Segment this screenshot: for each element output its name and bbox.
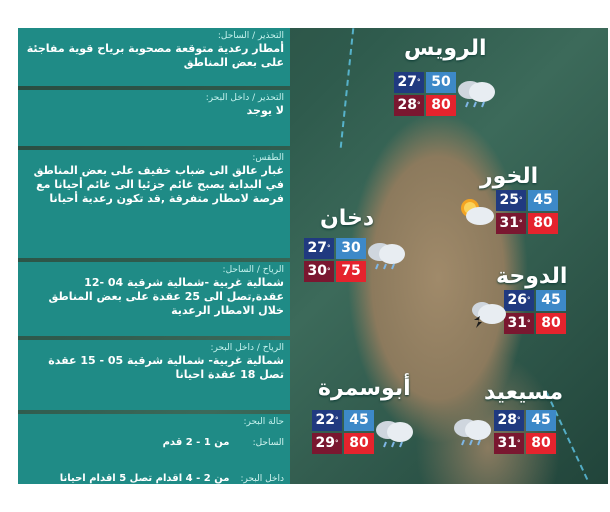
coast-label: الساحل: [252, 438, 284, 448]
rain-cloud-icon [450, 414, 494, 446]
rain-cloud-icon [372, 416, 416, 448]
max-temp: 31° [504, 313, 534, 334]
warning-sea-label: التحذير / داخل البحر: [205, 93, 284, 103]
max-temp: 29° [312, 433, 342, 454]
min-temp: 22° [312, 410, 342, 431]
sea-boundary-line [340, 28, 355, 148]
wind-land-card [18, 262, 290, 336]
humidity-min: 30 [336, 238, 366, 259]
max-temp: 28° [394, 95, 424, 116]
temp-block-doha [504, 290, 566, 334]
min-temp: 27° [394, 72, 424, 93]
humidity-max: 75 [336, 261, 366, 282]
city-name-mesaieed: مسيعيد [484, 380, 564, 405]
weather-card [18, 150, 290, 258]
wind-sea-card [18, 340, 290, 410]
humidity-min: 45 [536, 290, 566, 311]
city-name-khor: الخور [480, 164, 539, 189]
thunder-cloud-icon [468, 298, 508, 332]
humidity-max: 80 [528, 213, 558, 234]
weather-label: الطقس: [252, 153, 284, 163]
offshore-label: داخل البحر: [240, 474, 284, 484]
city-name-dukhan: دخان [320, 206, 375, 231]
coast-value: من 1 - 2 قدم [162, 437, 230, 448]
humidity-max: 80 [536, 313, 566, 334]
city-name-doha: الدوحة [496, 264, 568, 289]
warning-sea-card [18, 90, 290, 146]
sea-state-offshore-row [24, 466, 284, 484]
rain-cloud-icon [454, 76, 498, 108]
warning-land-label: التحذير / الساحل: [217, 31, 284, 41]
warning-sea-text: لا يوجد [246, 104, 284, 117]
humidity-max: 80 [526, 433, 556, 454]
rain-cloud-icon [364, 238, 408, 270]
min-temp: 26° [504, 290, 534, 311]
temp-block-khor [496, 190, 558, 234]
wind-land-text: شمالية غربية -شمالية شرقية 04 -12 عقدة,تصل الى 25 عقدة على بعض المناطق خلال الامطار الرعدية [48, 276, 284, 317]
forecast-panel [18, 28, 290, 484]
wind-sea-label: الرياح / داخل البحر: [210, 343, 284, 353]
humidity-min: 45 [526, 410, 556, 431]
weather-map [18, 28, 608, 484]
temp-block-ruwais [394, 72, 456, 116]
humidity-max: 80 [344, 433, 374, 454]
max-temp: 31° [494, 433, 524, 454]
offshore-value: من 2 - 4 اقدام تصل 5 اقدام احيانا [59, 473, 230, 484]
min-temp: 25° [496, 190, 526, 211]
city-name-ruwais: الرويس [404, 36, 487, 61]
wind-land-label: الرياح / الساحل: [222, 265, 284, 275]
sea-state-label: حالة البحر: [243, 417, 284, 427]
humidity-min: 50 [426, 72, 456, 93]
sea-state-coast-row [24, 430, 284, 450]
humidity-min: 45 [344, 410, 374, 431]
temp-block-dukhan [304, 238, 366, 282]
warning-land-text: أمطار رعدية متوقعة مصحوبة برياح قوية مفاجئة على بعض المناطق [26, 42, 284, 69]
sea-state-card [18, 414, 290, 484]
max-temp: 30° [304, 261, 334, 282]
city-name-abu-samra: أبوسمرة [318, 376, 411, 401]
warning-land-card [18, 28, 290, 86]
humidity-min: 45 [528, 190, 558, 211]
min-temp: 28° [494, 410, 524, 431]
max-temp: 31° [496, 213, 526, 234]
temp-block-mesaieed [494, 410, 556, 454]
temp-block-abu-samra [312, 410, 374, 454]
humidity-max: 80 [426, 95, 456, 116]
wind-sea-text: شمالية غربية- شمالية شرقية 05 - 15 عقدة تصل 18 عقدة احيانا [48, 354, 284, 381]
partly-cloudy-icon [456, 194, 496, 228]
min-temp: 27° [304, 238, 334, 259]
weather-text: غبار عالق الى ضباب خفيف على بعض المناطق في البداية يصبح غائم جزئيا الى غائم أحيانا مع فرصة لامطار متفرقة ,قد تكون رعدية أحيانا [33, 164, 284, 205]
